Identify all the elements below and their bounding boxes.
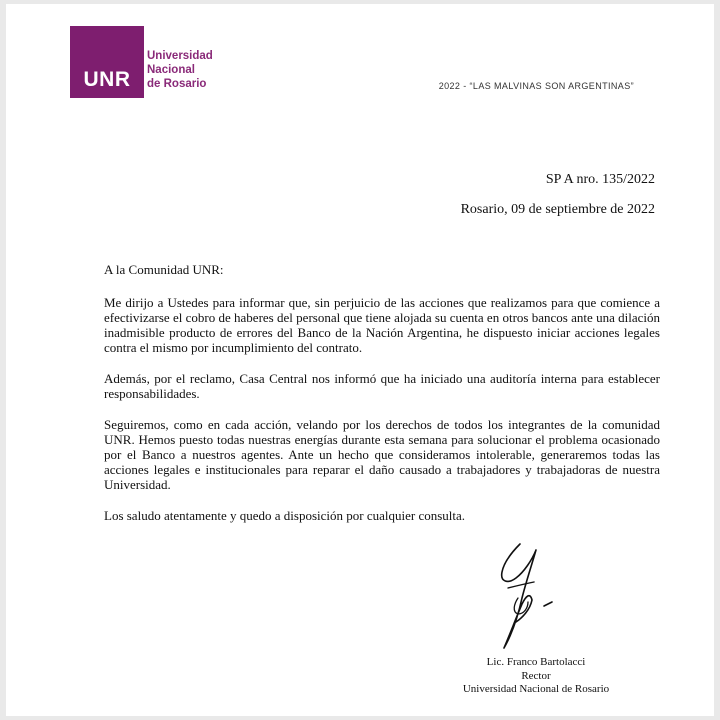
paragraph: Me dirijo a Ustedes para informar que, sin perjuicio de las acciones que realizamos para que comience a efectivizarse el cobro de haberes del personal que tiene alojada su cuenta en otros bancos ante una dilación inadmisible producto de errores del Banco de la Nación Argentina, he dispuesto iniciar acciones legales contra el mismo por incumplimiento del contrato. [104, 295, 660, 355]
document-reference: SP A nro. 135/2022 [545, 172, 655, 187]
signer-name: Lic. Franco Bartolacci [486, 656, 586, 668]
unr-logo [70, 26, 144, 98]
paragraph: Además, por el reclamo, Casa Central nos informó que ha iniciado una auditoría interna para establecer responsabilidades. [104, 371, 660, 401]
signer-title: Rector [521, 669, 551, 682]
signer-institution: Universidad Nacional de Rosario [462, 683, 610, 695]
paragraph: Seguiremos, como en cada acción, velando por los derechos de todos los integrantes de la comunidad UNR. Hemos puesto todas nuestras energías durante esta semana para solucionar el problema ocasionado por el Banco a nuestros agentes. Ante un hecho que consideramos intolerable, generaremos todas las acciones legales e institucionales para reparar el daño causado a trabajadores y trabajadoras de nuestra Universidad. [104, 417, 660, 492]
logo-name-line: de Rosario [147, 78, 207, 90]
salutation: A la Comunidad UNR: [104, 262, 224, 277]
logo-name-line: Universidad [147, 50, 213, 62]
handwritten-signature [482, 538, 562, 654]
header-motto: 2022 - “LAS MALVINAS SON ARGENTINAS” [438, 81, 634, 91]
logo-institution-name [147, 49, 213, 91]
paragraph: Los saludo atentamente y quedo a disposición por cualquier consulta. [104, 508, 466, 523]
logo-name-line: Nacional [147, 64, 195, 76]
signature-block [436, 656, 636, 697]
logo-abbreviation: UNR [83, 68, 131, 91]
document-page [6, 4, 714, 716]
place-date: Rosario, 09 de septiembre de 2022 [460, 202, 655, 217]
letter-body [104, 262, 660, 539]
